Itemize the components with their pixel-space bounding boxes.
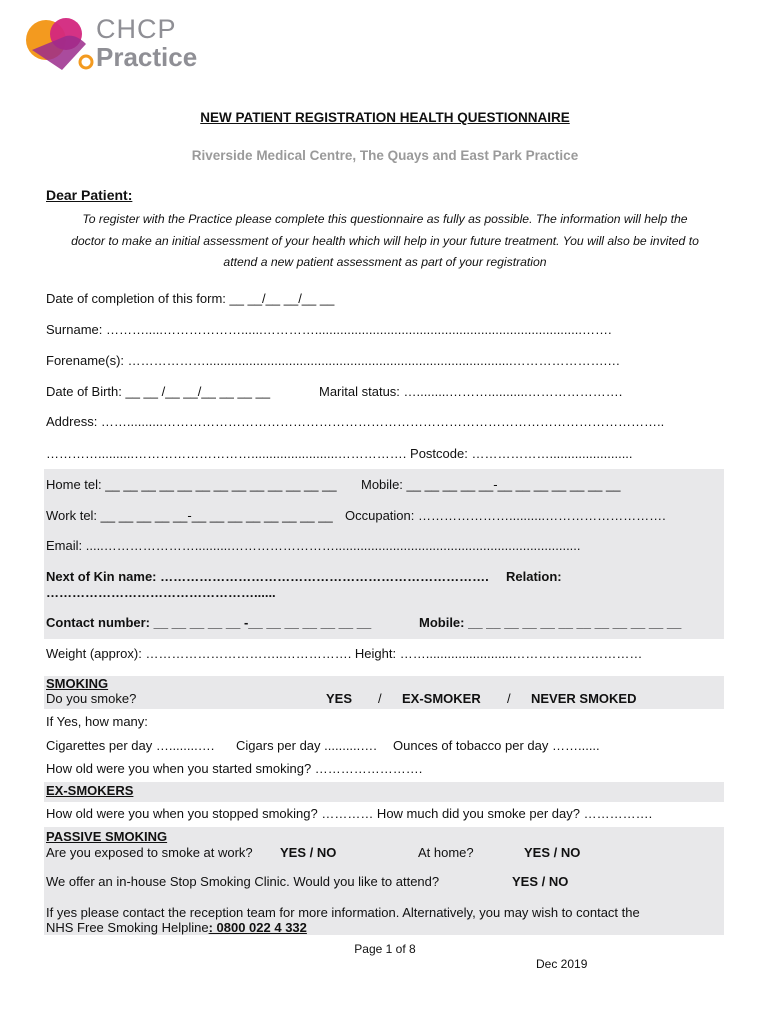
footer-date: Dec 2019 <box>536 957 588 971</box>
passive-heading: PASSIVE SMOKING <box>46 829 168 844</box>
work-smoke-options[interactable]: YES / NO <box>280 845 337 860</box>
contact-info-line-2 <box>46 920 307 935</box>
contact-mobile-field[interactable]: Mobile: __ __ __ __ __ __ __ __ __ __ __ __ <box>419 615 682 630</box>
clinic-options[interactable]: YES / NO <box>512 874 569 889</box>
smoking-heading: SMOKING <box>46 676 109 691</box>
logo-line2: Practice <box>96 42 198 72</box>
home-smoke-options[interactable]: YES / NO <box>524 845 581 860</box>
address-field[interactable]: Address: ……..........…………………………………………………………………………………………………….. <box>46 414 665 429</box>
how-many-label: If Yes, how many: <box>46 714 148 729</box>
clinic-question: We offer an in-house Stop Smoking Clinic. Would you like to attend? <box>46 874 440 889</box>
occupation-field[interactable]: Occupation: …………………..........………………………. <box>345 508 666 523</box>
relation-label: Relation: <box>506 569 562 584</box>
ex-smokers-heading: EX-SMOKERS <box>46 783 134 798</box>
dob-field[interactable]: Date of Birth: __ __ /__ __/__ __ __ __ <box>46 384 271 399</box>
greeting: Dear Patient: <box>46 187 133 203</box>
address-postcode-field[interactable]: …………..........………………………........................……………. Postcode: ………………....................... <box>46 446 633 461</box>
tobacco-field[interactable]: Ounces of tobacco per day ……...... <box>393 738 600 753</box>
cigarettes-field[interactable]: Cigarettes per day …........…. <box>46 738 215 753</box>
helpline-label: NHS Free Smoking Helpline <box>46 920 209 935</box>
contact-number-field[interactable]: Contact number: __ __ __ __ __ -__ __ __ __ __ __ __ <box>46 615 372 630</box>
date-completion-field[interactable]: Date of completion of this form: __ __/__ __/__ __ <box>46 291 335 306</box>
smoke-separator-2: / <box>507 691 511 706</box>
smoke-ex-option[interactable]: EX-SMOKER <box>402 691 481 706</box>
logo <box>22 14 222 76</box>
page-subtitle: Riverside Medical Centre, The Quays and East Park Practice <box>191 148 579 163</box>
intro-line-3: attend a new patient assessment as part of your registration <box>223 255 547 269</box>
intro-line-2: doctor to make an initial assessment of your health which will help in your future treatment. You will also be invited to <box>71 234 699 248</box>
ex-smokers-section-bg <box>44 782 724 802</box>
email-field[interactable]: Email: .....…………………..........…………………….................................................................... <box>46 538 581 553</box>
home-tel-field[interactable]: Home tel: __ __ __ __ __ __ __ __ __ __ __ __ __ <box>46 477 337 492</box>
weight-height-field[interactable]: Weight (approx): …………………………..……………. Height: ……........................………………………… <box>46 646 643 661</box>
intro-line-1: To register with the Practice please complete this questionnaire as fully as possible. The information will help the <box>82 212 688 226</box>
surname-field[interactable]: Surname: ……….....………………......…………..........................................................................……. <box>46 322 612 337</box>
helpline-number[interactable]: : 0800 022 4 332 <box>208 920 307 935</box>
mobile-field[interactable]: Mobile: __ __ __ __ __-__ __ __ __ __ __ __ <box>361 477 621 492</box>
next-of-kin-field[interactable]: Next of Kin name: …………………………………………………………………. <box>46 569 489 584</box>
contact-info-line-1: If yes please contact the reception team for more information. Alternatively, you may wish to contact the <box>46 905 640 920</box>
work-smoke-question: Are you exposed to smoke at work? <box>46 845 253 860</box>
smoke-never-option[interactable]: NEVER SMOKED <box>531 691 637 706</box>
logo-line1: CHCP <box>96 14 177 44</box>
relation-field[interactable]: …………………………………………...... <box>46 585 276 600</box>
contact-section-bg <box>44 469 724 639</box>
marital-status-field[interactable]: Marital status: ….........………...........…………………. <box>319 384 623 399</box>
smoke-yes-option[interactable]: YES <box>326 691 353 706</box>
home-smoke-question: At home? <box>418 845 474 860</box>
stopped-smoking-field[interactable]: How old were you when you stopped smoking? ………… How much did you smoke per day? ……………. <box>46 806 653 821</box>
cigars-field[interactable]: Cigars per day ..........…. <box>236 738 377 753</box>
chcp-heart-logo-icon <box>22 14 94 74</box>
page-number: Page 1 of 8 <box>354 942 416 956</box>
smoke-separator-1: / <box>378 691 382 706</box>
page-title: NEW PATIENT REGISTRATION HEALTH QUESTIONNAIRE <box>200 110 570 125</box>
forenames-field[interactable]: Forename(s): ……………….....................................................................................………………….… <box>46 353 621 368</box>
started-smoking-field[interactable]: How old were you when you started smoking? ……………………. <box>46 761 423 776</box>
work-tel-field[interactable]: Work tel: __ __ __ __ __-__ __ __ __ __ __ __ __ <box>46 508 333 523</box>
smoke-question: Do you smoke? <box>46 691 137 706</box>
